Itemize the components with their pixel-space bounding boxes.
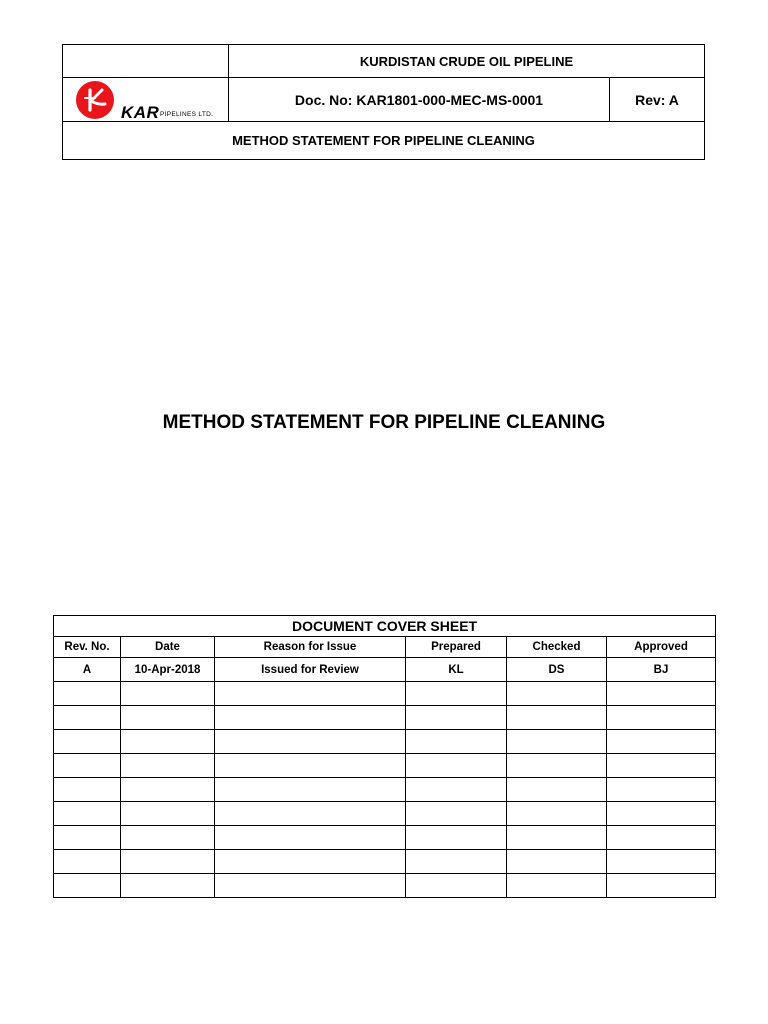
header-divider [228, 45, 229, 77]
column-header: Approved [607, 637, 716, 658]
table-cell [215, 706, 406, 730]
table-row [54, 730, 716, 754]
table-cell [406, 826, 507, 850]
table-cell [507, 778, 607, 802]
table-cell [54, 682, 121, 706]
table-cell [215, 754, 406, 778]
table-cell [121, 706, 215, 730]
table-cell [406, 850, 507, 874]
table-cell [54, 730, 121, 754]
table-cell [121, 826, 215, 850]
table-cell [54, 754, 121, 778]
table-row [54, 706, 716, 730]
table-cell [215, 802, 406, 826]
table-cell [121, 730, 215, 754]
cover-sheet-title: DOCUMENT COVER SHEET [54, 616, 716, 637]
table-cell [607, 778, 716, 802]
page-title: METHOD STATEMENT FOR PIPELINE CLEANING [162, 412, 606, 433]
table-row [54, 658, 716, 682]
table-cell [507, 802, 607, 826]
table-cell [121, 778, 215, 802]
table-cell: BJ [607, 658, 716, 682]
table-cell [215, 874, 406, 898]
table-row [54, 802, 716, 826]
table-cell [507, 682, 607, 706]
table-cell [507, 874, 607, 898]
table-cell [607, 730, 716, 754]
table-cell [121, 754, 215, 778]
table-cell [607, 802, 716, 826]
cover-sheet-title-row [54, 616, 716, 637]
table-cell: KL [406, 658, 507, 682]
table-cell [607, 874, 716, 898]
table-cell [215, 682, 406, 706]
table-cell [121, 874, 215, 898]
doc-info-row [63, 77, 704, 122]
logo-wordmark: KAR [121, 103, 160, 122]
table-cell [54, 802, 121, 826]
table-cell [215, 730, 406, 754]
table-cell [507, 754, 607, 778]
table-cell [406, 730, 507, 754]
table-cell [406, 802, 507, 826]
table-cell [507, 826, 607, 850]
document-cover-sheet-table [53, 615, 716, 898]
table-cell [54, 778, 121, 802]
table-cell [406, 682, 507, 706]
table-cell [607, 850, 716, 874]
table-cell [121, 682, 215, 706]
table-cell [607, 682, 716, 706]
revision-label: Rev: A [609, 78, 704, 121]
table-cell [54, 850, 121, 874]
table-cell [54, 874, 121, 898]
header-doc-title: METHOD STATEMENT FOR PIPELINE CLEANING [232, 133, 535, 148]
table-cell [215, 826, 406, 850]
table-row [54, 874, 716, 898]
column-header: Prepared [406, 637, 507, 658]
table-cell [406, 754, 507, 778]
table-cell: A [54, 658, 121, 682]
table-cell: Issued for Review [215, 658, 406, 682]
logo-subtext: PIPELINES LTD. [160, 111, 214, 118]
column-header: Reason for Issue [215, 637, 406, 658]
table-cell [507, 850, 607, 874]
column-header: Date [121, 637, 215, 658]
table-row [54, 682, 716, 706]
table-cell [607, 706, 716, 730]
table-row [54, 754, 716, 778]
table-cell [54, 826, 121, 850]
project-name: KURDISTAN CRUDE OIL PIPELINE [359, 53, 574, 69]
table-cell [607, 826, 716, 850]
table-cell [215, 850, 406, 874]
cover-sheet-header-row [54, 637, 716, 658]
table-cell [507, 730, 607, 754]
document-header [62, 44, 705, 160]
table-row [54, 826, 716, 850]
table-cell: DS [507, 658, 607, 682]
table-cell [54, 706, 121, 730]
table-row [54, 850, 716, 874]
table-cell [215, 778, 406, 802]
table-cell: 10-Apr-2018 [121, 658, 215, 682]
table-cell [121, 850, 215, 874]
table-cell [406, 778, 507, 802]
column-header: Checked [507, 637, 607, 658]
table-cell [607, 754, 716, 778]
document-number: Doc. No: KAR1801-000-MEC-MS-0001 [228, 78, 609, 121]
table-cell [507, 706, 607, 730]
column-header: Rev. No. [54, 637, 121, 658]
table-cell [121, 802, 215, 826]
table-row [54, 778, 716, 802]
table-cell [406, 706, 507, 730]
table-cell [406, 874, 507, 898]
